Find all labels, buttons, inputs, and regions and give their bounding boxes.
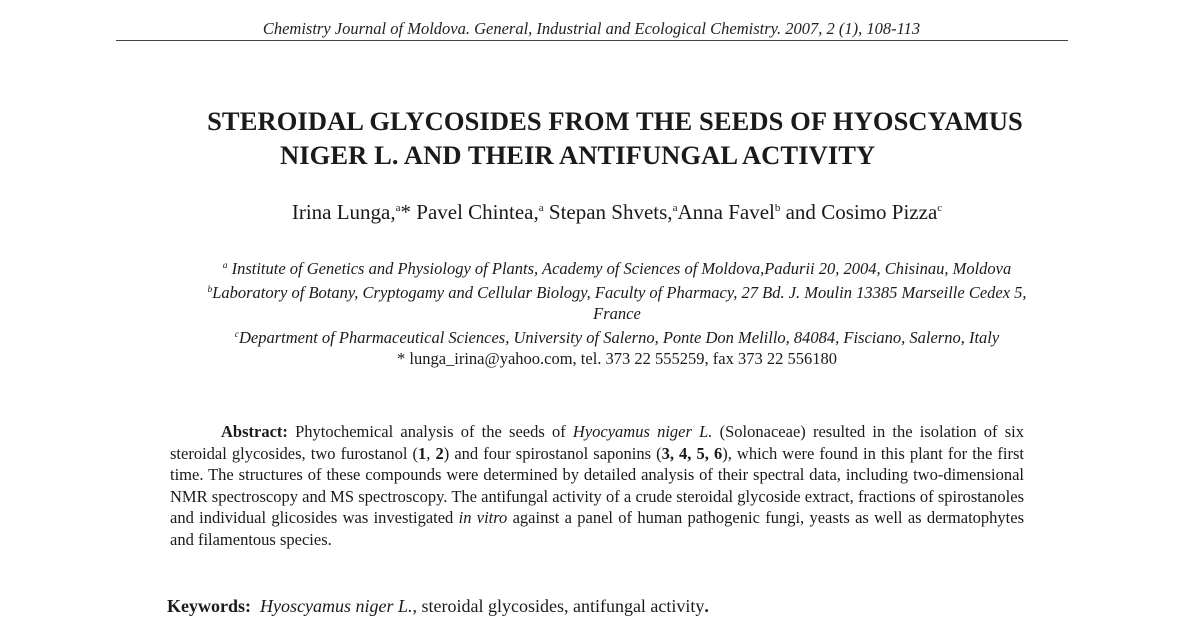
affiliation-marker: c (937, 202, 943, 214)
abstract (170, 421, 1024, 550)
paper-title (150, 104, 1080, 172)
author-list (0, 200, 1185, 225)
compound-number: 1 (418, 443, 427, 463)
keywords-label: Keywords: (167, 596, 251, 616)
abstract-text: against a panel of human pathogenic fungi, yeasts as well as dermatophytes and filamentous species. (170, 508, 1024, 549)
affiliation-marker: b (774, 202, 781, 214)
contact-line: * lunga_irina@yahoo.com, tel. 373 22 555259, fax 373 22 556180 (396, 349, 837, 368)
affiliation-text: Department of Pharmaceutical Sciences, University of Salerno, Ponte Don Melillo, 84084, Fisciano, Salerno, Italy (238, 327, 1000, 347)
author-name: Pavel Chintea, (416, 200, 539, 224)
keywords-end: . (704, 596, 709, 616)
title-line-1: STEROIDAL GLYCOSIDES FROM THE SEEDS OF HYOSCYAMUS (207, 106, 1023, 136)
abstract-text: Phytochemical analysis of the seeds of (295, 422, 566, 441)
author-name: Anna Favel (677, 200, 775, 224)
affiliation-marker: a (538, 202, 544, 214)
author-conjunction: and (785, 200, 816, 224)
affiliation-c (163, 325, 1071, 349)
author-name: Irina Lunga, (291, 200, 396, 224)
affiliation-b-continued: France (593, 304, 641, 323)
author-name: Stepan Shvets, (548, 200, 673, 224)
author-name: Cosimo Pizza (821, 200, 938, 224)
running-head: Chemistry Journal of Moldova. General, Industrial and Ecological Chemistry. 2007, 2 (1), 108-113 (262, 19, 921, 38)
affiliation-marker: a (395, 202, 401, 214)
affiliation-b (163, 280, 1071, 304)
affiliation-marker: a (222, 261, 228, 271)
affiliation-marker: c (234, 329, 239, 340)
abstract-text: , (426, 443, 436, 463)
header-rule (116, 40, 1068, 41)
affiliation-text: Institute of Genetics and Physiology of Plants, Academy of Sciences of Moldova,Padurii 20, 2004, Chisinau, Moldova (231, 259, 1012, 278)
corresponding-mark: * (400, 200, 412, 224)
affiliation-text: Laboratory of Botany, Cryptogamy and Cellular Biology, Faculty of Pharmacy, 27 Bd. J. Moulin 13385 Marseille Cedex 5, (212, 282, 1027, 302)
compound-numbers: 3, 4, 5, 6 (661, 443, 723, 463)
abstract-paragraph (170, 421, 1024, 550)
keywords (167, 596, 1027, 617)
abstract-text: ) and four spirostanol saponins ( (443, 443, 662, 463)
affiliations (163, 256, 1071, 370)
abstract-label: Abstract: (221, 422, 288, 441)
abstract-text: (Solonaceae) resulted in the isolation of six steroidal glycosides, two furostanol ( (170, 422, 1025, 463)
affiliation-a (163, 256, 1071, 280)
in-vitro-term: in vitro (458, 508, 508, 527)
keywords-text: , steroidal glycosides, antifungal activity (412, 596, 705, 616)
keyword-species: Hyoscyamus niger L. (260, 596, 413, 616)
affiliation-marker: b (207, 284, 213, 295)
species-name: Hyocyamus niger L. (572, 422, 713, 441)
title-line-2: NIGER L. AND THEIR ANTIFUNGAL ACTIVITY (280, 140, 876, 170)
abstract-text: ), which were found in this plant for the first time. The structures of these compounds were determined by detailed analysis of their spectral data, including two-dimensional NMR spectroscopy and MS spectroscopy. The antifungal activity of a crude steroidal glycoside extract, fractions of spirostanoles and individual glicosides was investigated (170, 443, 1025, 527)
compound-number: 2 (435, 443, 444, 463)
affiliation-marker: a (672, 202, 678, 214)
